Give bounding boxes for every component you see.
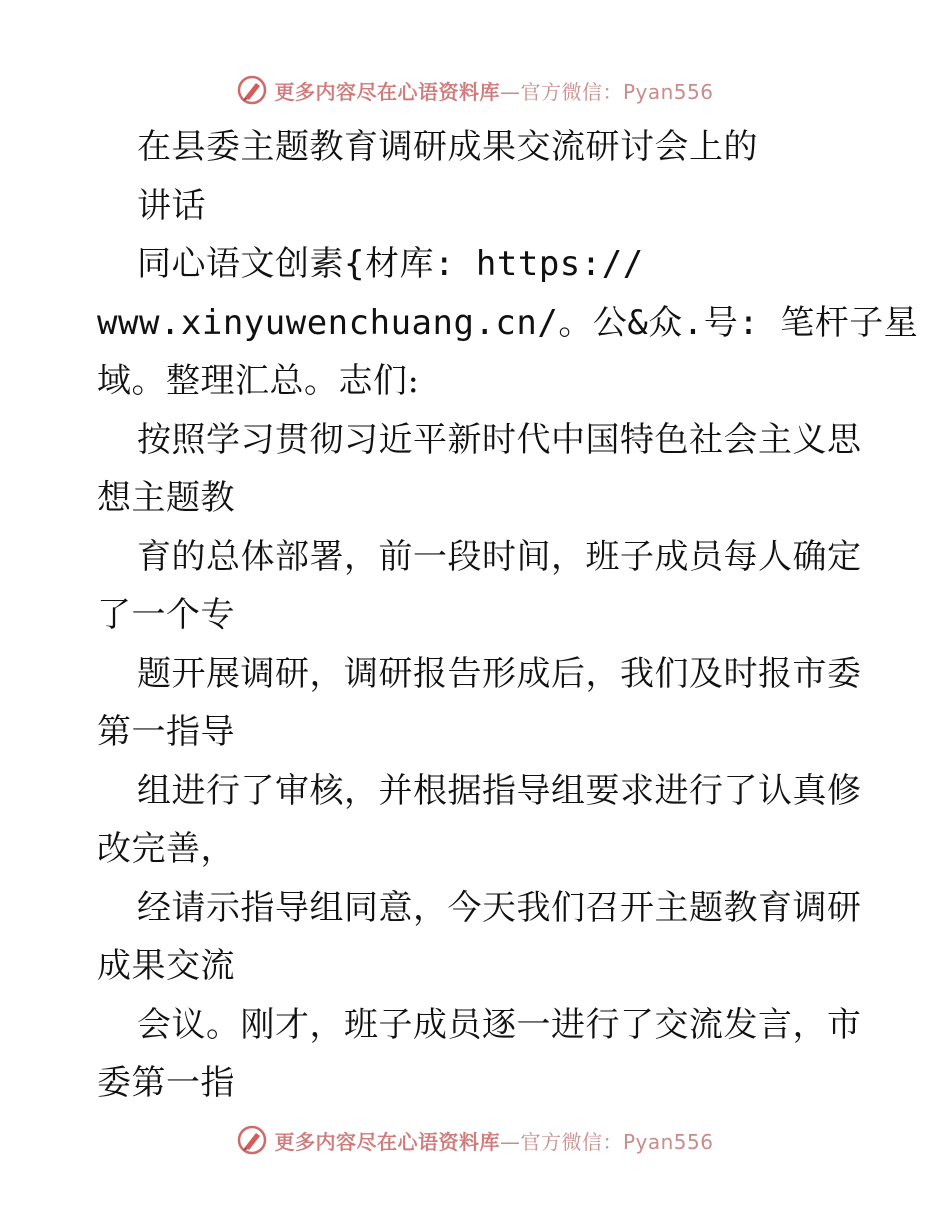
- watermark-text: [274, 76, 713, 105]
- watermark-main-text: 更多内容尽在心语资料库: [274, 1129, 500, 1154]
- text-line: 域。整理汇总。志们:: [97, 361, 420, 401]
- watermark-tail-text: —官方微信：Pyan556: [499, 79, 714, 104]
- text-line: 组进行了审核，并根据指导组要求进行了认真修: [137, 770, 862, 811]
- text-line: 委第一指: [97, 1063, 235, 1103]
- header-watermark: [0, 70, 950, 110]
- footer-watermark: [0, 1120, 950, 1160]
- watermark-tail-text: —官方微信：Pyan556: [499, 1129, 714, 1154]
- watermark-main-text: 更多内容尽在心语资料库: [274, 79, 500, 104]
- text-line: 会议。刚才，班子成员逐一进行了交流发言，市: [137, 1004, 862, 1045]
- text-line: 育的总体部署，前一段时间，班子成员每人确定: [137, 536, 862, 577]
- document-body: [97, 118, 919, 1113]
- text-line: 按照学习贯彻习近平新时代中国特色社会主义思: [137, 419, 862, 460]
- text-line: 成果交流: [97, 946, 235, 986]
- text-line: www.xinyuwenchuang.cn/。公&众.号: 笔杆子星: [97, 302, 919, 343]
- document-title-line-2: 讲话: [137, 185, 206, 226]
- text-line: 了一个专: [97, 595, 235, 635]
- text-line: 想主题教: [97, 478, 235, 518]
- watermark-text: [274, 1126, 713, 1155]
- text-line: 经请示指导组同意，今天我们召开主题教育调研: [137, 887, 862, 928]
- document-title-line-1: 在县委主题教育调研成果交流研讨会上的: [137, 127, 758, 167]
- text-line: 改完善，: [97, 829, 235, 869]
- pen-logo-icon: [236, 1124, 268, 1156]
- text-line: 同心语文创素{材库: https://: [137, 244, 644, 284]
- pen-logo-icon: [236, 74, 268, 106]
- text-line: 题开展调研，调研报告形成后，我们及时报市委: [137, 653, 862, 694]
- text-line: 第一指导: [97, 712, 235, 752]
